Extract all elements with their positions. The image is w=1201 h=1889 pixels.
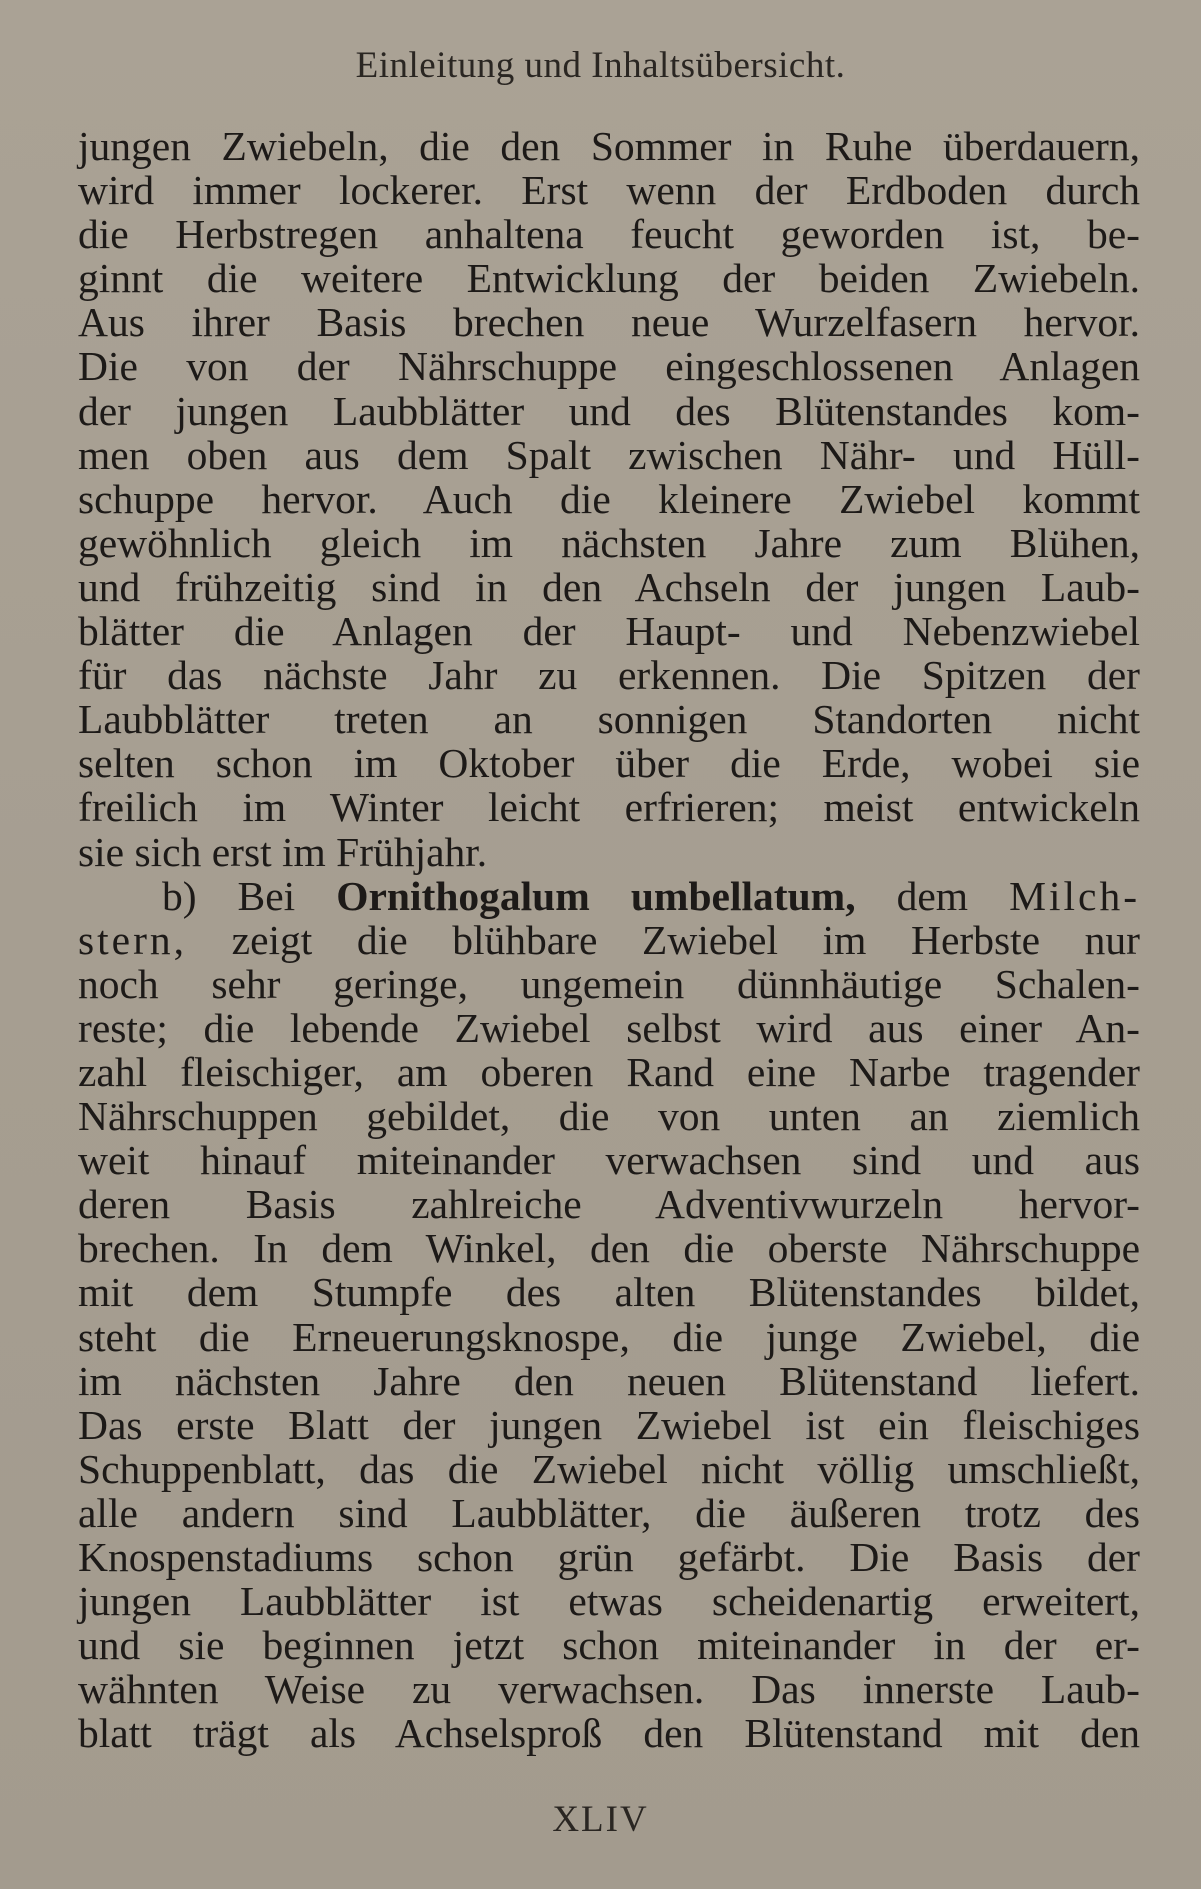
- paragraph-b-second-line: [78, 918, 1140, 962]
- text-line: steht die Erneuerungsknospe, die junge Zwiebel, die: [78, 1313, 1140, 1360]
- paragraph-b-rest: zeigt die blühbare Zwiebel im Herbste nur: [187, 916, 1140, 963]
- text-line: für das nächste Jahr zu erkennen. Die Spitzen der: [78, 652, 1140, 699]
- text-line: die Herbstregen anhaltena feucht geworden ist, be-: [78, 211, 1140, 258]
- text-line: Aus ihrer Basis brechen neue Wurzelfasern hervor.: [78, 299, 1140, 346]
- text-line: weit hinauf miteinander verwachsen sind und aus: [78, 1137, 1140, 1184]
- common-name: Milch-: [1009, 872, 1141, 919]
- text-line: der jungen Laubblätter und des Blütenstandes kom-: [78, 387, 1140, 434]
- text-line: brechen. In dem Winkel, den die oberste Nährschuppe: [78, 1225, 1140, 1272]
- body-text: [78, 124, 1140, 1755]
- text-line: zahl fleischiger, am oberen Rand eine Narbe tragender: [78, 1048, 1140, 1095]
- text-line: noch sehr geringe, ungemein dünnhäutige Schalen-: [78, 960, 1140, 1007]
- text-line: mit dem Stumpfe des alten Blütenstandes bildet,: [78, 1269, 1140, 1316]
- text-line: wird immer lockerer. Erst wenn der Erdboden durch: [78, 167, 1140, 214]
- paragraph-b-mid: dem: [855, 872, 1010, 919]
- text-line: deren Basis zahlreiche Adventivwurzeln hervor-: [78, 1181, 1140, 1228]
- text-line: gewöhnlich gleich im nächsten Jahre zum Blühen,: [78, 519, 1140, 566]
- text-line: und frühzeitig sind in den Achseln der jungen Laub-: [78, 563, 1140, 610]
- text-line: im nächsten Jahre den neuen Blütenstand liefert.: [78, 1357, 1140, 1404]
- paragraph-b-lead: b) Bei: [162, 872, 337, 919]
- text-line: Schuppenblatt, das die Zwiebel nicht völlig umschließt,: [78, 1445, 1140, 1492]
- text-line: Die von der Nährschuppe eingeschlossenen Anlagen: [78, 343, 1140, 390]
- text-line: schuppe hervor. Auch die kleinere Zwiebel kommt: [78, 475, 1140, 522]
- species-name: Ornithogalum umbellatum,: [336, 872, 856, 919]
- text-line: jungen Laubblätter ist etwas scheidenartig erweitert,: [78, 1578, 1140, 1625]
- text-line: und sie beginnen jetzt schon miteinander in der er-: [78, 1622, 1140, 1669]
- text-line: blatt trägt als Achselsproß den Blütenstand mit den: [78, 1710, 1140, 1757]
- text-line: alle andern sind Laubblätter, die äußeren trotz des: [78, 1489, 1140, 1536]
- text-line: reste; die lebende Zwiebel selbst wird aus einer An-: [78, 1004, 1140, 1051]
- text-line: selten schon im Oktober über die Erde, wobei sie: [78, 740, 1140, 787]
- text-line: wähnten Weise zu verwachsen. Das innerste Laub-: [78, 1666, 1140, 1713]
- text-line: jungen Zwiebeln, die den Sommer in Ruhe überdauern,: [78, 123, 1140, 169]
- text-line: Knospenstadiums schon grün gefärbt. Die Basis der: [78, 1534, 1140, 1580]
- running-head: Einleitung und Inhaltsübersicht.: [355, 45, 846, 86]
- text-line: ginnt die weitere Entwicklung der beiden Zwiebeln.: [78, 255, 1140, 302]
- text-line: blätter die Anlagen der Haupt- und Nebenzwiebel: [78, 608, 1140, 655]
- text-line: Nährschuppen gebildet, die von unten an ziemlich: [78, 1093, 1140, 1140]
- text-line: Das erste Blatt der jungen Zwiebel ist ein fleischiges: [78, 1401, 1140, 1448]
- text-line: sie sich erst im Frühjahr.: [78, 828, 488, 875]
- text-line: freilich im Winter leicht erfrieren; meist entwickeln: [78, 784, 1140, 831]
- page-number: XLIV: [552, 1799, 649, 1840]
- text-line: men oben aus dem Spalt zwischen Nähr- und Hüll-: [78, 431, 1140, 478]
- text-line: Laubblätter treten an sonnigen Standorten nicht: [78, 696, 1140, 743]
- paragraph-b-first-line: [78, 874, 1140, 918]
- common-name-cont: stern,: [78, 916, 188, 963]
